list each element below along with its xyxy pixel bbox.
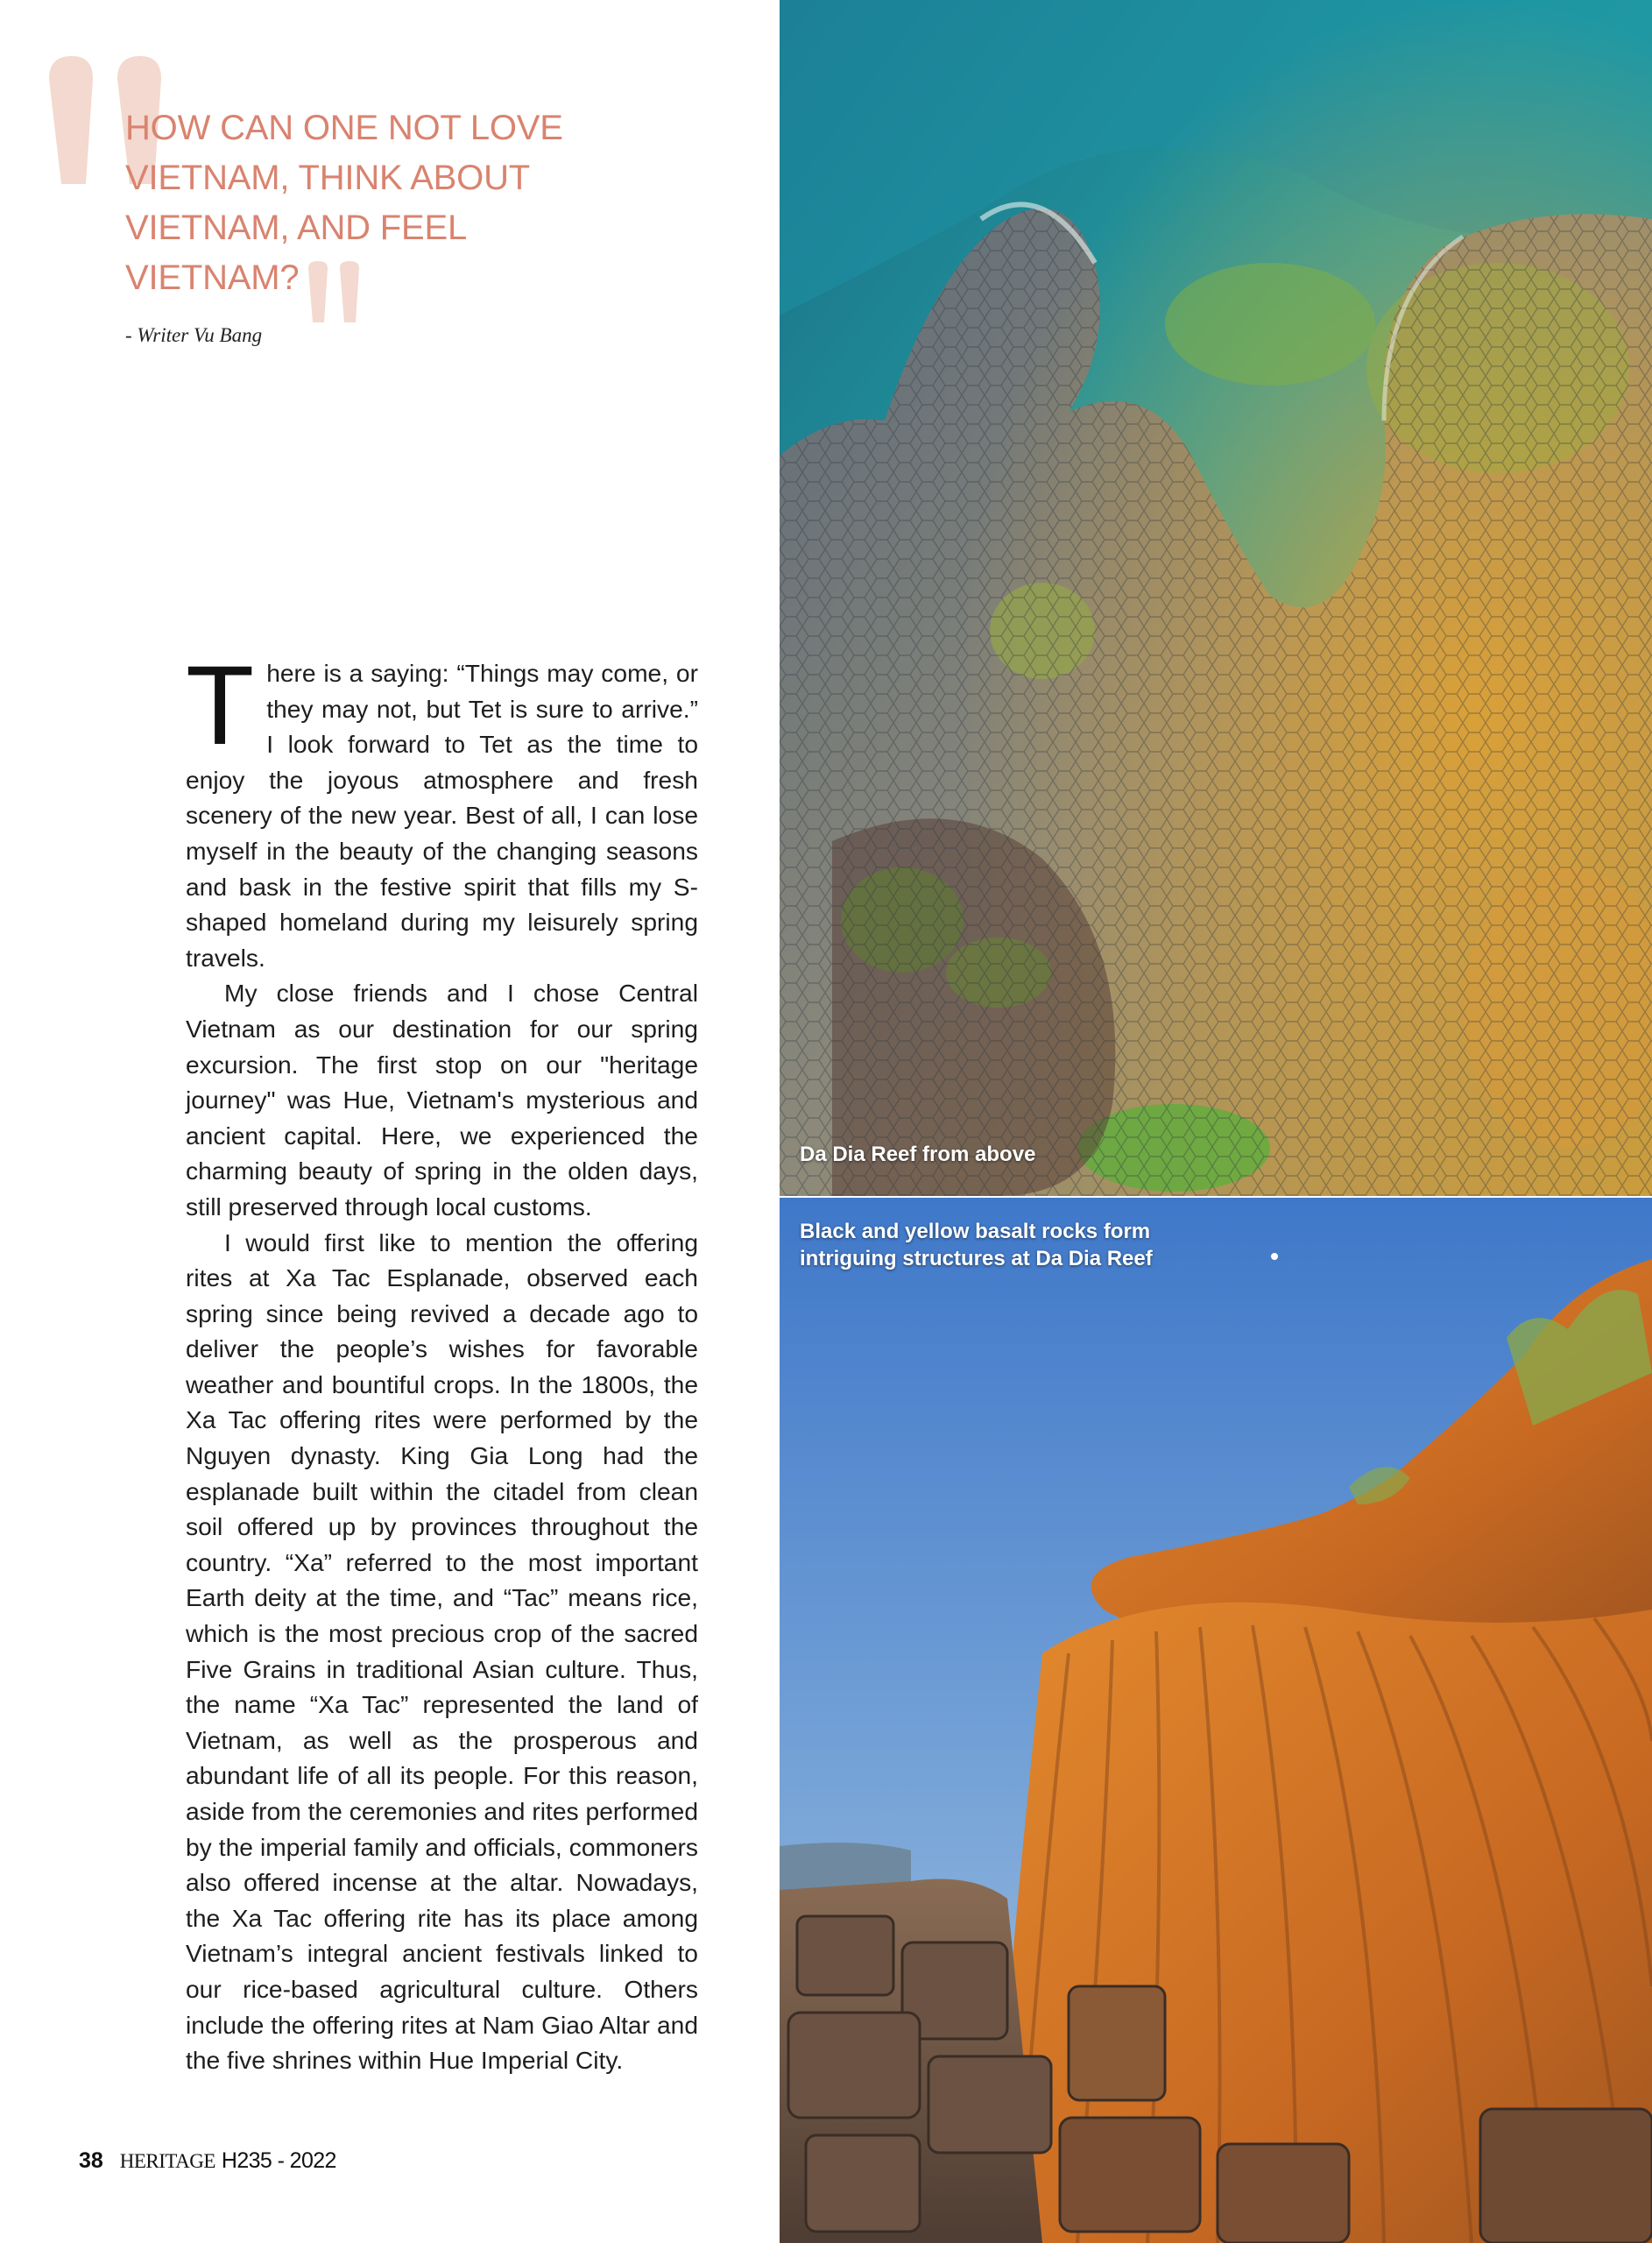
article-paragraph: I would first like to mention the offering rites at Xa Tac Esplanade, observed each spring since being revived a decade ago to deliver the people’s wishes for favorable weather and bountiful crops. In the 1800s, the Xa Tac offering rites were performed by the Nguyen dynasty. King Gia Long had the esplanade built within the citadel from clean soil offered up by provinces throughout the country. “Xa” referred to the most important Earth deity at the time, and “Tac” means rice, which is the most precious crop of the sacred Five Grains in traditional Asian culture. Thus, the name “Xa Tac” represented the land of Vietnam, as well as the prosperous and abundant life of all its people. For this reason, aside from the ceremonies and rites performed by the imperial family and officials, commoners also offered incense at the altar. Nowadays, the Xa Tac offering rite has its place among Vietnam’s integral ancient festivals linked to our rice-based agricultural culture. Others include the offering rites at Nam Giao Altar and the five shrines within Hue Imperial City. [186, 1228, 698, 2075]
pull-quote-line: HOW CAN ONE NOT LOVE [125, 109, 563, 147]
reef-aerial-photo [780, 0, 1652, 1196]
drop-cap: T [186, 643, 255, 768]
article-paragraph [186, 643, 698, 975]
photo-caption: Da Dia Reef from above [800, 1143, 1036, 1166]
page-footer [79, 2148, 336, 2174]
pull-quote-line: VIETNAM, AND FEEL [125, 209, 468, 247]
article-paragraph: My close friends and I chose Central Vietnam as our destination for our spring excursion. The first stop on our "heritage journey" was Hue, Vietnam's mysterious and ancient capital. Here, we experienced the charming beauty of spring in the olden days, still preserved through local customs. [186, 979, 698, 1221]
issue-number: H235 - 2022 [221, 2148, 336, 2173]
article-body [186, 643, 698, 2078]
basalt-columns-photo [780, 1198, 1652, 2243]
quote-attribution: - Writer Vu Bang [125, 324, 263, 346]
page-number: 38 [79, 2148, 103, 2173]
pull-quote-line: VIETNAM, THINK ABOUT [125, 159, 530, 197]
photo-caption: Black and yellow basalt rocks form intriguing structures at Da Dia Reef [800, 1220, 1153, 1270]
magazine-name: HERITAGE [119, 2150, 215, 2172]
paragraph-text: here is a saying: “Things may come, or they may not, but Tet is sure to arrive.” I look forward to Tet as the time to enjoy the joyous atmosphere and fresh scenery of the new year. Best of all, I can lose myself in the beauty of the changing seasons and bask in the festive spirit that fills my S-shaped homeland during my leisurely spring travels. [186, 659, 698, 972]
pull-quote [125, 103, 616, 303]
close-quote-mark-icon [305, 261, 366, 324]
pull-quote-line: VIETNAM? [125, 258, 300, 297]
